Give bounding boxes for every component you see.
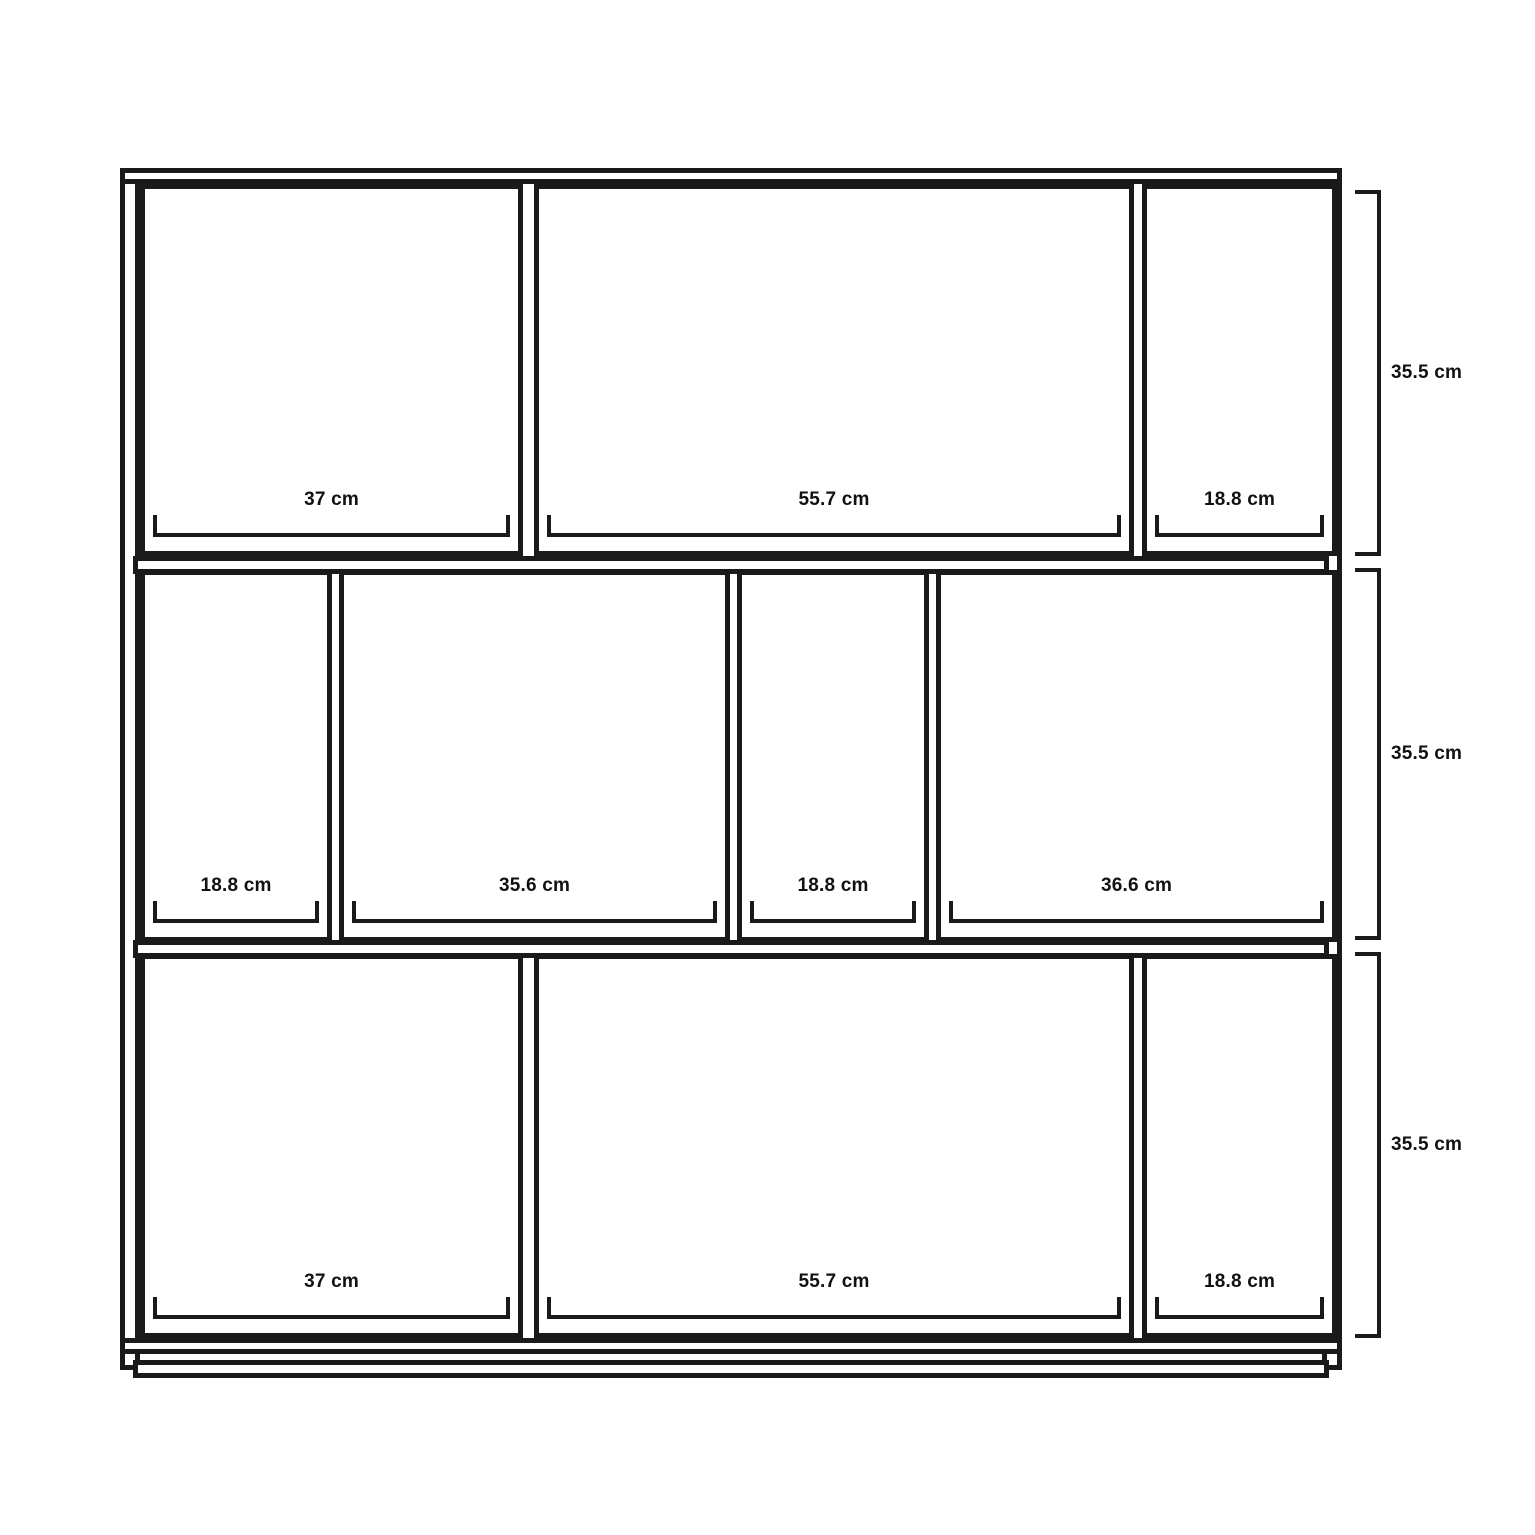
dimension-width-bottom-right [1155, 1271, 1324, 1319]
compartment-bottom-right[interactable] [1142, 954, 1337, 1338]
dimension-width-bottom-center [547, 1271, 1121, 1319]
dimension-line [352, 919, 717, 923]
dimension-width-middle-4 [949, 875, 1324, 923]
dimension-height-middle-row [1355, 568, 1463, 940]
dimension-tick-bottom [1355, 552, 1381, 556]
dimension-tick-top [1355, 568, 1381, 572]
dimension-width-top-right [1155, 489, 1324, 537]
dimension-line [1377, 568, 1381, 940]
dimension-tick-top [1355, 952, 1381, 956]
dimension-line [153, 919, 319, 923]
compartment-middle-4[interactable] [936, 570, 1337, 942]
dimension-label: 18.8 cm [797, 875, 869, 896]
cabinet-top-rail [120, 168, 1342, 184]
dimension-label: 36.6 cm [1100, 875, 1173, 896]
compartment-middle-3[interactable] [737, 570, 929, 942]
dimension-line [1155, 533, 1324, 537]
dimension-width-top-left [153, 489, 510, 537]
compartment-middle-1[interactable] [140, 570, 332, 942]
dimension-line [949, 919, 1324, 923]
dimension-line [750, 919, 916, 923]
compartment-bottom-center[interactable] [534, 954, 1134, 1338]
compartment-middle-2[interactable] [339, 570, 730, 942]
dimension-line [1377, 190, 1381, 556]
dimension-height-bottom-row [1355, 952, 1463, 1338]
dimension-label: 55.7 cm [798, 1271, 870, 1292]
dimension-label: 18.8 cm [200, 875, 272, 896]
dimension-line [1155, 1315, 1324, 1319]
dimension-label: 55.7 cm [798, 489, 870, 510]
cabinet-bottom-rail [120, 1338, 1342, 1354]
dimension-label: 35.5 cm [1391, 1134, 1463, 1155]
dimension-width-top-center [547, 489, 1121, 537]
dimension-width-bottom-left [153, 1271, 510, 1319]
dimension-height-top-row [1355, 190, 1463, 556]
dimension-line [1377, 952, 1381, 1338]
dimension-tick-bottom [1355, 936, 1381, 940]
dimension-line [153, 533, 510, 537]
dimension-line [153, 1315, 510, 1319]
dimension-tick-top [1355, 190, 1381, 194]
dimension-label: 35.5 cm [1391, 743, 1463, 764]
dimension-line [547, 533, 1121, 537]
dimension-tick-bottom [1355, 1334, 1381, 1338]
compartment-top-right[interactable] [1142, 184, 1337, 556]
compartment-top-left[interactable] [140, 184, 523, 556]
compartment-top-center[interactable] [534, 184, 1134, 556]
dimension-width-middle-2 [352, 875, 717, 923]
dimension-label: 18.8 cm [1203, 489, 1276, 510]
dimension-line [547, 1315, 1121, 1319]
compartment-bottom-left[interactable] [140, 954, 523, 1338]
dimension-label: 37 cm [304, 1271, 359, 1292]
cabinet-plinth [133, 1360, 1329, 1378]
dimension-label: 35.6 cm [498, 875, 571, 896]
cabinet-left-side-panel [120, 168, 140, 1370]
dimension-width-middle-3 [750, 875, 916, 923]
dimension-width-middle-1 [153, 875, 319, 923]
dimension-label: 35.5 cm [1391, 362, 1463, 383]
dimension-label: 18.8 cm [1203, 1271, 1276, 1292]
dimension-label: 37 cm [304, 489, 359, 510]
